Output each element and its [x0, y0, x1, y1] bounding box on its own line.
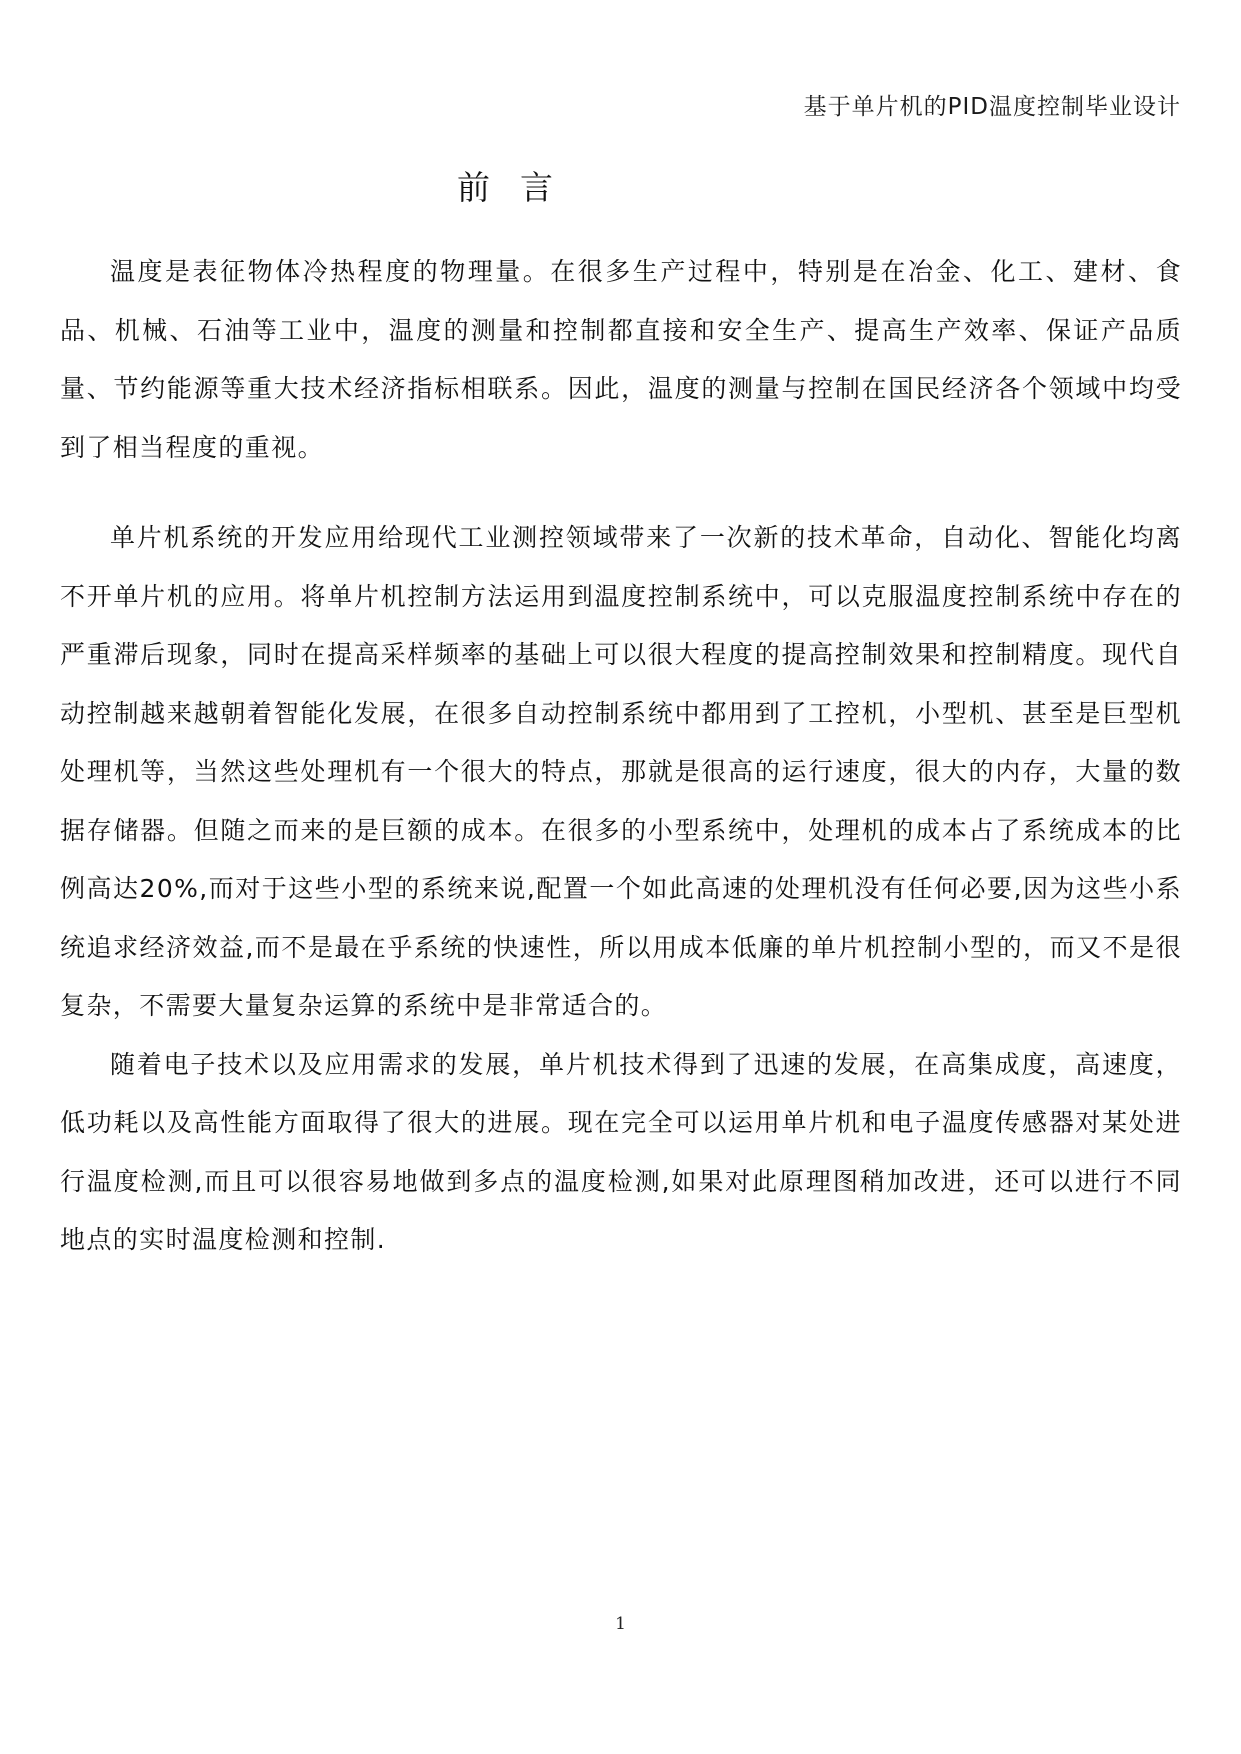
paragraph: 单片机系统的开发应用给现代工业测控领域带来了一次新的技术革命，自动化、智能化均离不开单片机的应用。将单片机控制方法运用到温度控制系统中，可以克服温度控制系统中存在的严重滞后现象，同时在提高采样频率的基础上可以很大程度的提高控制效果和控制精度。现代自动控制越来越朝着智能化发展，在很多自动控制系统中都用到了工控机，小型机、甚至是巨型机处理机等，当然这些处理机有一个很大的特点，那就是很高的运行速度，很大的内存，大量的数据存储器。但随之而来的是巨额的成本。在很多的小型系统中，处理机的成本占了系统成本的比例高达20%,而对于这些小型的系统来说,配置一个如此高速的处理机没有任何必要,因为这些小系统追求经济效益,而不是最在乎系统的快速性，所以用成本低廉的单片机控制小型的，而又不是很复杂，不需要大量复杂运算的系统中是非常适合的。 — [60, 523, 1182, 1020]
paragraph: 温度是表征物体冷热程度的物理量。在很多生产过程中，特别是在冶金、化工、建材、食品、机械、石油等工业中，温度的测量和控制都直接和安全生产、提高生产效率、保证产品质量、节约能源等重大技术经济指标相联系。因此，温度的测量与控制在国民经济各个领域中均受到了相当程度的重视。 — [60, 257, 1182, 462]
page-number: 1 — [615, 1614, 626, 1634]
document-body — [60, 243, 1182, 1270]
section-title: 前言 — [457, 168, 583, 207]
paragraph: 随着电子技术以及应用需求的发展，单片机技术得到了迅速的发展，在高集成度，高速度，低功耗以及高性能方面取得了很大的进展。现在完全可以运用单片机和电子温度传感器对某处进行温度检测,而且可以很容易地做到多点的温度检测,如果对此原理图稍加改进，还可以进行不同地点的实时温度检测和控制. — [60, 1049, 1182, 1254]
running-header: 基于单片机的PID温度控制毕业设计 — [803, 94, 1181, 120]
